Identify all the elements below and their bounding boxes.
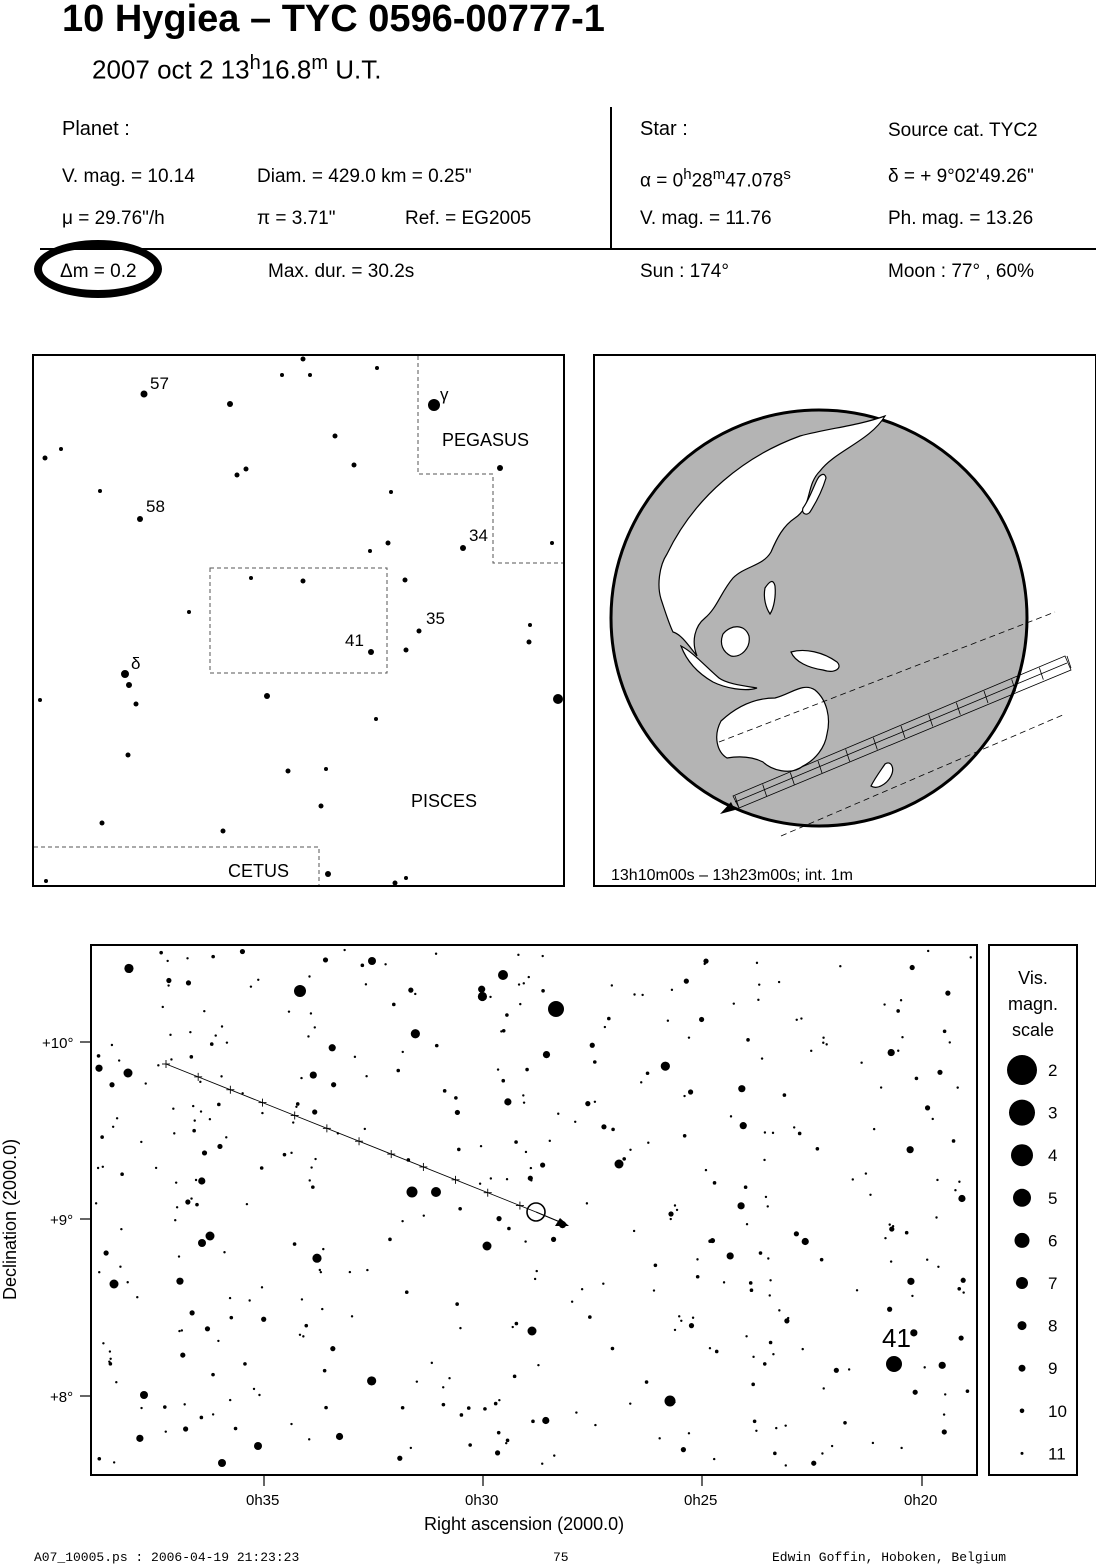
scale-dot-6 (1015, 1233, 1030, 1248)
hour-superscript: h (249, 52, 261, 74)
finder-star (301, 357, 306, 362)
finder-star (368, 549, 372, 553)
scale-dot-7 (1016, 1277, 1028, 1289)
axis-tick-marks (80, 1042, 922, 1486)
star-delta: δ = + 9°02'49.26" (888, 166, 1034, 187)
moon-info: Moon : 77° , 60% (888, 261, 1034, 282)
finder-star (403, 578, 408, 583)
scale-dot-9 (1019, 1365, 1026, 1372)
scale-label-9: 9 (1048, 1359, 1058, 1379)
finder-star (389, 490, 393, 494)
finder-star (187, 610, 191, 614)
ra-label-35: 0h35 (246, 1492, 280, 1509)
finder-star (553, 694, 563, 704)
alpha-sec: 47.078 (725, 170, 784, 192)
finder-star (528, 623, 532, 627)
finder-star (98, 489, 102, 493)
dec-label-9: +9° (50, 1212, 74, 1229)
alpha-s-sup: s (783, 166, 791, 183)
scale-label-11: 11 (1048, 1444, 1066, 1464)
scale-label-6: 6 (1048, 1231, 1058, 1251)
minute-text: 16.8 (260, 54, 312, 85)
path-time-tick (1039, 668, 1043, 680)
finder-star (324, 767, 328, 771)
finder-chart-svg (34, 356, 563, 885)
finder-star (286, 769, 291, 774)
finder-star (134, 702, 139, 707)
constellation-pisces: PISCES (411, 791, 478, 811)
alpha-h-sup: h (683, 166, 692, 183)
finder-star (126, 753, 131, 758)
delta-mag: Δm = 0.2 (60, 261, 137, 282)
scale-label-3: 3 (1048, 1103, 1058, 1123)
finder-label-34: 34 (469, 526, 488, 545)
scale-title-vis: Vis. (1018, 968, 1048, 988)
star-alpha (640, 166, 791, 192)
planet-vmag: V. mag. = 10.14 (62, 166, 195, 187)
finder-star (497, 465, 503, 471)
scale-label-10: 10 (1048, 1401, 1067, 1421)
star-source: Source cat. TYC2 (888, 120, 1038, 141)
globe-svg (595, 356, 1095, 885)
scale-entries (1007, 1055, 1067, 1463)
finder-star (221, 829, 226, 834)
ra-label-25: 0h25 (684, 1492, 718, 1509)
finder-star (137, 516, 143, 522)
date-text: 2007 oct 2 13 (92, 54, 250, 85)
finder-star (249, 576, 253, 580)
scale-title-scale: scale (1011, 1020, 1055, 1040)
footer-file: A07_10005.ps : 2006-04-19 21:23:23 (34, 1550, 300, 1565)
scale-dot-4 (1011, 1144, 1033, 1166)
header-rule (40, 248, 1096, 250)
finder-star (121, 670, 129, 678)
finder-star (235, 473, 240, 478)
finder-star (393, 881, 398, 886)
scale-label-7: 7 (1048, 1274, 1058, 1293)
finder-star (264, 693, 270, 699)
star-41-label: 41 (882, 1323, 911, 1353)
finder-star (527, 640, 532, 645)
finder-star (141, 391, 148, 398)
constellation-pegasus: PEGASUS (442, 430, 530, 450)
max-duration: Max. dur. = 30.2s (268, 261, 415, 282)
finder-star (428, 399, 440, 411)
finder-label-58: 58 (146, 497, 165, 516)
finder-star (301, 579, 306, 584)
finder-star (100, 821, 105, 826)
globe-caption: 13h10m00s – 13h23m00s; int. 1m (611, 867, 853, 884)
magnitude-scale-svg (990, 946, 1076, 1474)
finder-star (404, 876, 408, 880)
y-axis-title: Declination (2000.0) (0, 1138, 20, 1300)
footer-author: Edwin Goffin, Hoboken, Belgium (772, 1550, 1007, 1565)
finder-star (352, 463, 357, 468)
scale-dot-2 (1007, 1055, 1037, 1085)
finder-label-57: 57 (150, 374, 169, 393)
finder-star (333, 434, 338, 439)
footer-page: 75 (553, 1550, 569, 1565)
chart-axes (0, 940, 1096, 1540)
event-datetime (92, 52, 381, 86)
scale-dot-5 (1013, 1189, 1031, 1207)
scale-label-8: 8 (1048, 1316, 1058, 1336)
sun-elongation: Sun : 174° (640, 261, 729, 282)
finder-star (38, 698, 42, 702)
finder-label-41: 41 (345, 631, 364, 650)
planet-pi: π = 3.71" (257, 208, 336, 229)
ut-label: U.T. (327, 54, 382, 85)
finder-label-35: 35 (426, 609, 445, 628)
scale-label-5: 5 (1048, 1188, 1058, 1208)
planet-heading: Planet : (62, 118, 130, 140)
finder-star (368, 649, 374, 655)
scale-dot-10 (1020, 1409, 1025, 1414)
alpha-min: 28 (691, 170, 713, 192)
finder-star (325, 871, 331, 877)
finder-star (308, 373, 312, 377)
finder-star (126, 682, 132, 688)
finder-star (386, 541, 391, 546)
finder-star (244, 467, 249, 472)
page-title: 10 Hygiea – TYC 0596-00777-1 (62, 0, 605, 40)
star-heading: Star : (640, 118, 688, 140)
constellation-cetus: CETUS (228, 861, 290, 881)
scale-dot-8 (1018, 1321, 1027, 1330)
scale-label-4: 4 (1048, 1146, 1058, 1166)
ra-label-20: 0h20 (904, 1492, 938, 1509)
scale-dot-3 (1009, 1100, 1035, 1126)
finder-star (460, 545, 466, 551)
scale-title-magn: magn. (1007, 994, 1059, 1014)
globe-panel (593, 354, 1096, 887)
scale-dot-11 (1021, 1452, 1024, 1455)
finder-star (227, 401, 233, 407)
planet-ref: Ref. = EG2005 (405, 208, 532, 229)
finder-star (44, 879, 48, 883)
finder-star (280, 373, 284, 377)
magnitude-scale (988, 944, 1078, 1476)
finder-star (417, 629, 422, 634)
dec-label-8: +8° (50, 1389, 74, 1406)
header-divider (610, 107, 612, 249)
alpha-prefix: α = 0 (640, 170, 684, 192)
finder-star (59, 447, 63, 451)
finder-star (404, 648, 409, 653)
finder-chart (32, 354, 565, 887)
planet-mu: μ = 29.76"/h (62, 208, 165, 229)
minute-superscript: m (311, 52, 328, 74)
star-phmag: Ph. mag. = 13.26 (888, 208, 1034, 229)
finder-star (374, 717, 378, 721)
finder-label-gamma: γ (440, 385, 449, 404)
alpha-m-sup: m (712, 166, 726, 183)
ra-label-30: 0h30 (465, 1492, 499, 1509)
dec-label-10: +10° (42, 1035, 74, 1052)
x-axis-title: Right ascension (2000.0) (424, 1514, 625, 1534)
scale-label-2: 2 (1048, 1061, 1058, 1080)
finder-star (550, 541, 554, 545)
finder-star (375, 366, 379, 370)
star-vmag: V. mag. = 11.76 (640, 208, 772, 229)
finder-star (43, 456, 48, 461)
finder-label-delta: δ (131, 654, 141, 673)
planet-diam: Diam. = 429.0 km = 0.25" (257, 166, 472, 187)
finder-star (319, 804, 324, 809)
